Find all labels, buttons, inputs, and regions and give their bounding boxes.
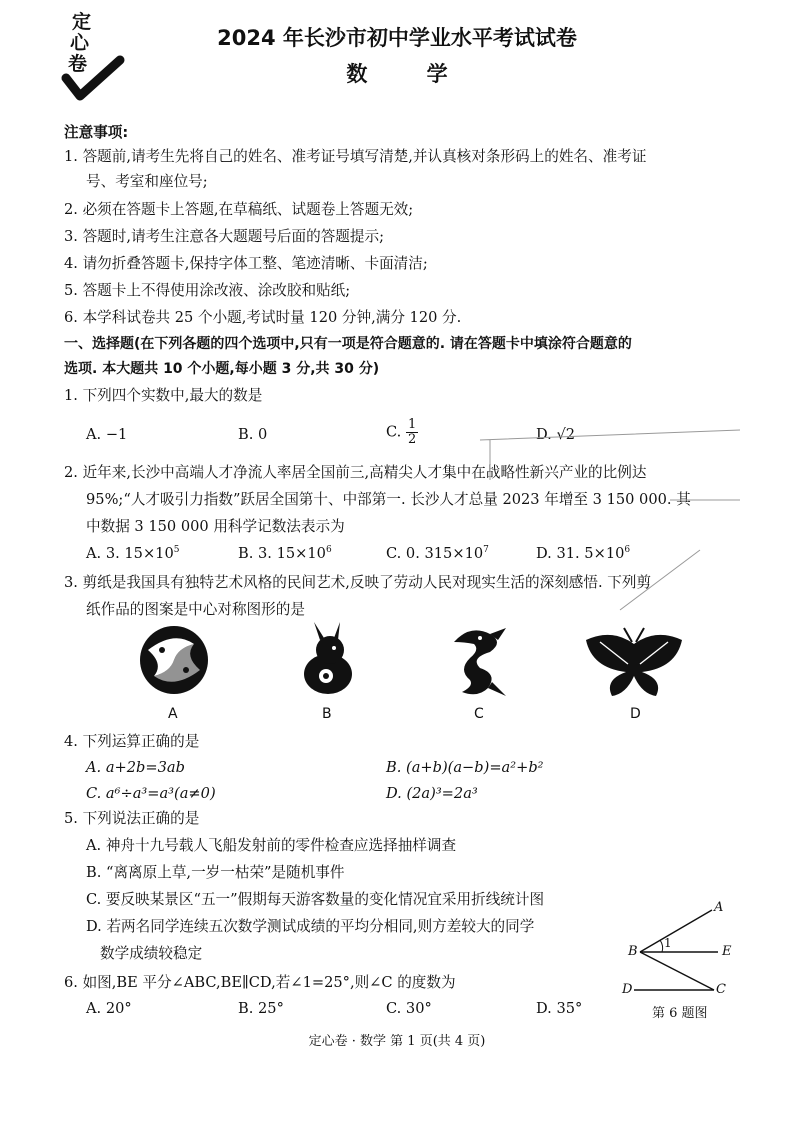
q6-point-d: D (622, 982, 633, 997)
logo-char-2: 心 (70, 32, 90, 54)
notice-item-4: 4. 请勿折叠答题卡,保持字体工整、笔迹清晰、卡面清洁; (64, 255, 428, 272)
notice-item-6: 6. 本学科试卷共 25 个小题,考试时量 120 分钟,满分 120 分. (64, 309, 462, 326)
logo-char-1: 定 (72, 11, 92, 33)
papercut-a-label: A (168, 706, 178, 722)
papercut-d-icon (582, 624, 686, 700)
q6-option-c: C. 30° (386, 1000, 432, 1017)
subject-title: 数 学 (346, 62, 474, 86)
q1-option-c (386, 418, 418, 447)
q6-option-b: B. 25° (238, 1000, 284, 1017)
q6-point-a: A (714, 900, 724, 915)
q5-option-d-line1: D. 若两名同学连续五次数学测试成绩的平均分相同,则方差较大的同学 (86, 918, 535, 935)
notice-item-2: 2. 必须在答题卡上答题,在草稿纸、试题卷上答题无效; (64, 201, 414, 218)
q3-line1: 3. 剪纸是我国具有独特艺术风格的民间艺术,反映了劳动人民对现实生活的深刻感悟. 下列剪 (64, 574, 652, 591)
notice-item-3: 3. 答题时,请考生注意各大题题号后面的答题提示; (64, 228, 384, 245)
notice-item-1: 1. 答题前,请考生先将自己的姓名、准考证号填写清楚,并认真核对条形码上的姓名、准考证 (64, 148, 647, 165)
papercut-b-icon (288, 620, 368, 700)
papercut-b-label: B (322, 706, 332, 722)
q2-option-a-exp: 5 (173, 545, 180, 555)
page-footer: 定心卷 · 数学 第 1 页(共 4 页) (308, 1034, 486, 1049)
q2-option-b-exp: 6 (325, 545, 332, 555)
notice-item-5: 5. 答题卡上不得使用涂改液、涂改胶和贴纸; (64, 282, 351, 299)
q3-line2: 纸作品的图案是中心对称图形的是 (86, 601, 305, 618)
q5-option-c: C. 要反映某景区“五一”假期每天游客数量的变化情况宜采用折线统计图 (86, 891, 545, 908)
q4-option-c: C. a⁶÷a³=a³(a≠0) (86, 785, 216, 802)
q4-stem: 4. 下列运算正确的是 (64, 733, 200, 750)
q2-option-a (86, 545, 179, 562)
q2-option-d-exp: 6 (624, 545, 631, 555)
q6-point-b: B (628, 944, 638, 959)
fraction-numerator: 1 (407, 417, 417, 432)
q4-option-d: D. (2a)³=2a³ (386, 785, 478, 802)
q2-option-b-text: B. 3. 15×10 (238, 545, 326, 562)
q1-option-d: D. √2 (536, 426, 576, 443)
q2-option-c-text: C. 0. 315×10 (386, 545, 484, 562)
q6-figure-caption: 第 6 题图 (652, 1006, 708, 1021)
q2-line3: 中数据 3 150 000 用科学记数法表示为 (86, 518, 345, 535)
fraction-one-half (406, 418, 418, 447)
q1-option-a: A. −1 (86, 426, 128, 443)
q2-option-d-text: D. 31. 5×10 (536, 545, 625, 562)
exam-title: 2024 年长沙市初中学业水平考试试卷 (217, 26, 577, 50)
section1-line2: 选项. 本大题共 10 个小题,每小题 3 分,共 30 分) (64, 361, 380, 377)
papercut-d-label: D (630, 706, 641, 722)
papercut-c-icon (440, 622, 520, 702)
q2-line2: 95%;“人才吸引力指数”跃居全国第十、中部第一. 长沙人才总量 2023 年增至 3 150 000. 其 (86, 491, 691, 508)
q6-point-e: E (722, 944, 732, 959)
q1-option-c-label: C. (386, 423, 402, 441)
q4-option-b: B. (a+b)(a−b)=a²+b² (386, 759, 544, 776)
q2-option-a-text: A. 3. 15×10 (86, 545, 174, 562)
q4-option-a: A. a+2b=3ab (86, 759, 185, 776)
q2-option-c-exp: 7 (483, 545, 489, 555)
q6-option-a: A. 20° (86, 1000, 132, 1017)
q2-option-b (238, 545, 332, 562)
q6-option-d: D. 35° (536, 1000, 583, 1017)
q6-stem: 6. 如图,BE 平分∠ABC,BE∥CD,若∠1=25°,则∠C 的度数为 (64, 974, 456, 991)
section1-line1: 一、选择题(在下列各题的四个选项中,只有一项是符合题意的. 请在答题卡中填涂符合题意的 (64, 336, 632, 352)
notice-item-1-cont: 号、考室和座位号; (86, 173, 208, 190)
papercut-a-icon (134, 620, 214, 700)
papercut-c-label: C (474, 706, 484, 722)
q1-option-b: B. 0 (238, 426, 268, 443)
q6-point-c: C (716, 982, 726, 997)
q5-stem: 5. 下列说法正确的是 (64, 810, 200, 827)
notice-heading: 注意事项: (64, 124, 129, 141)
logo-char-3: 卷 (68, 53, 88, 75)
q1-stem: 1. 下列四个实数中,最大的数是 (64, 387, 263, 404)
q2-line1: 2. 近年来,长沙中高端人才净流人率居全国前三,高精尖人才集中在战略性新兴产业的比例达 (64, 464, 647, 481)
q6-angle-1-label: 1 (664, 936, 672, 950)
q5-option-b: B. “离离原上草,一岁一枯荣”是随机事件 (86, 864, 345, 881)
q5-option-a: A. 神舟十九号载人飞船发射前的零件检查应选择抽样调查 (86, 837, 457, 854)
q5-option-d-line2: 数学成绩较稳定 (100, 945, 203, 962)
fraction-denominator: 2 (407, 432, 417, 447)
